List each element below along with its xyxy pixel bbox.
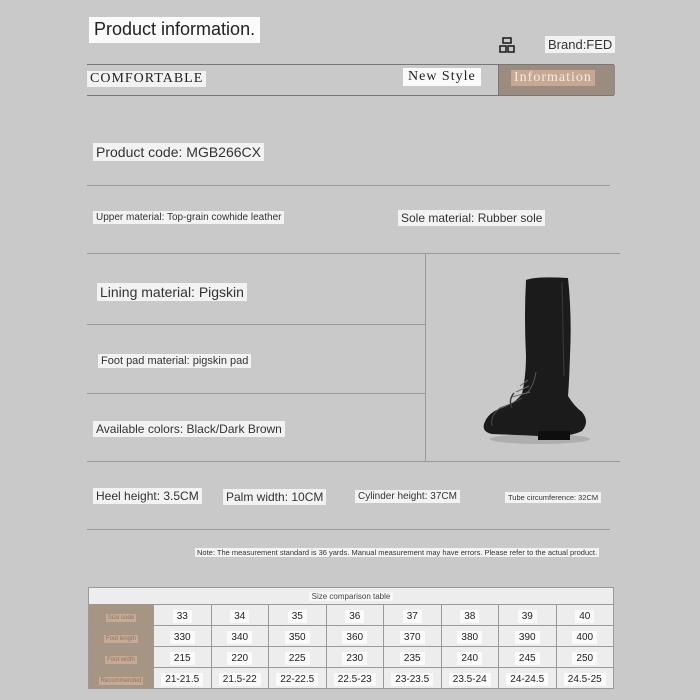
table-cell: 390 [499,626,557,647]
table-row [89,605,614,626]
divider [87,529,610,530]
banner-new-style: New Style [403,68,481,86]
table-row [89,668,614,689]
upper-material: Upper material: Top-grain cowhide leather [93,211,284,224]
table-cell: 380 [441,626,499,647]
row-header: Size code [89,605,154,626]
table-cell: 370 [384,626,442,647]
table-cell: 235 [384,647,442,668]
banner-information-label: Information [511,70,595,86]
table-cell: 38 [441,605,499,626]
size-table-caption: Size comparison table [89,588,614,605]
table-cell: 36 [326,605,384,626]
row-header: Foot width [89,647,154,668]
sole-material: Sole material: Rubber sole [398,210,545,226]
table-cell: 40 [556,605,614,626]
lining-material: Lining material: Pigskin [97,283,247,301]
divider [87,185,610,186]
table-cell: 33 [154,605,212,626]
heel-height: Heel height: 3.5CM [93,488,202,504]
boot-image [478,276,606,446]
product-code: Product code: MGB266CX [93,143,264,161]
table-cell: 35 [269,605,327,626]
table-cell: 24-24.5 [499,668,557,689]
table-cell: 37 [384,605,442,626]
divider [87,461,620,462]
table-cell: 250 [556,647,614,668]
grid-icon [499,37,515,53]
divider [425,253,426,461]
table-cell: 225 [269,647,327,668]
divider [87,393,425,394]
table-cell: 23.5-24 [441,668,499,689]
banner-comfortable: COMFORTABLE [87,71,206,87]
table-cell: 215 [154,647,212,668]
table-row [89,647,614,668]
table-cell: 24.5-25 [556,668,614,689]
table-cell: 21-21.5 [154,668,212,689]
table-cell: 22-22.5 [269,668,327,689]
table-cell: 340 [211,626,269,647]
table-cell: 230 [326,647,384,668]
cylinder-height: Cylinder height: 37CM [355,490,460,503]
row-header: Foot length [89,626,154,647]
table-row [89,626,614,647]
table-cell: 22.5-23 [326,668,384,689]
table-cell: 350 [269,626,327,647]
measurement-note: Note: The measurement standard is 36 yards. Manual measurement may have errors. Please refer to the actual product. [197,548,598,557]
row-header: Recommended [89,668,154,689]
table-cell: 400 [556,626,614,647]
table-cell: 220 [211,647,269,668]
page-title: Product information. [89,17,260,43]
table-cell: 23-23.5 [384,668,442,689]
size-comparison-table [88,587,614,689]
tube-circumference: Tube circumference: 32CM [505,492,601,503]
divider [87,324,425,325]
table-cell: 21.5-22 [211,668,269,689]
available-colors: Available colors: Black/Dark Brown [93,421,285,437]
table-cell: 240 [441,647,499,668]
palm-width: Palm width: 10CM [223,489,326,505]
banner-information-tab [498,65,615,95]
brand-label: Brand:FED [545,36,615,53]
table-cell: 39 [499,605,557,626]
table-cell: 330 [154,626,212,647]
divider [87,253,620,254]
table-cell: 34 [211,605,269,626]
table-cell: 360 [326,626,384,647]
section-banner [87,64,614,96]
table-cell: 245 [499,647,557,668]
foot-pad-material: Foot pad material: pigskin pad [98,354,251,368]
